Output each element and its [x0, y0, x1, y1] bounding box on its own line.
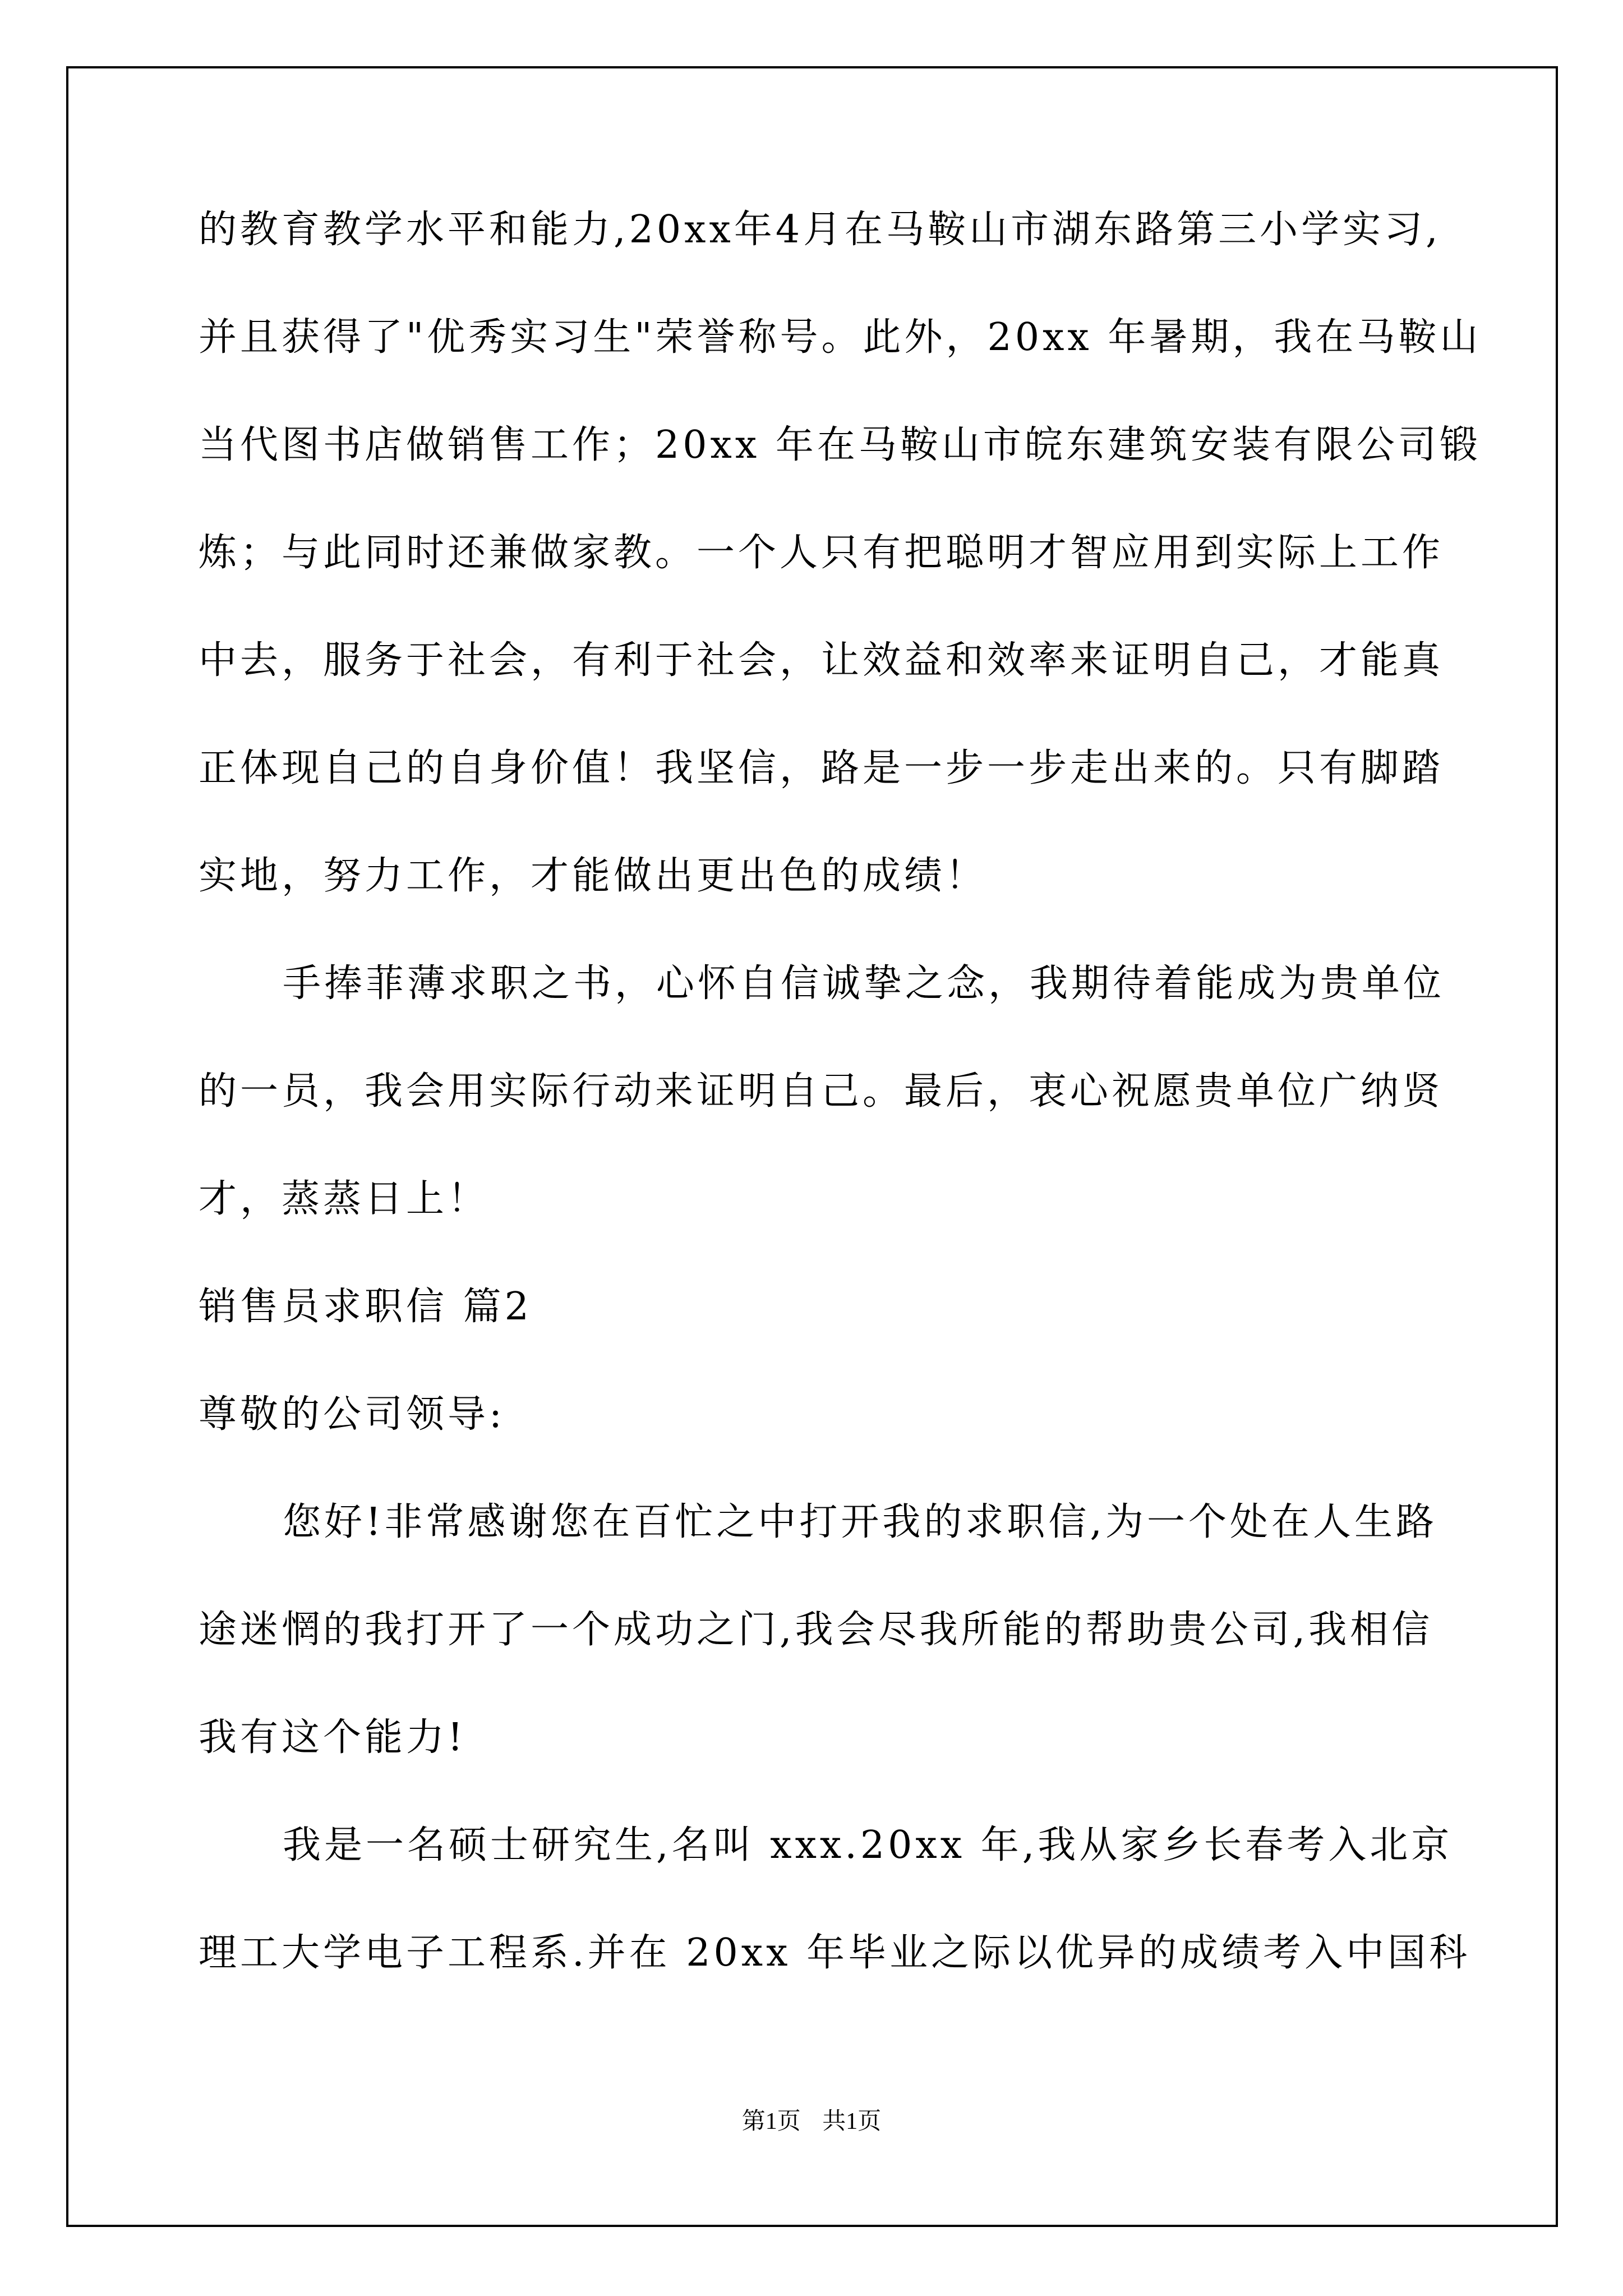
text-line: 正体现自己的自身价值！我坚信，路是一步一步走出来的。只有脚踏 — [199, 746, 1444, 790]
page-border — [66, 66, 1558, 2227]
text-line: 的教育教学水平和能力,20xx年4月在马鞍山市湖东路第三小学实习, — [199, 208, 1441, 252]
text-line: 的一员，我会用实际行动来证明自己。最后，衷心祝愿贵单位广纳贤 — [199, 1069, 1444, 1114]
section-heading: 销售员求职信 篇2 — [199, 1285, 532, 1329]
text-line: 手捧菲薄求职之书，心怀自信诚挚之念，我期待着能成为贵单位 — [283, 961, 1445, 1006]
text-line: 我是一名硕士研究生,名叫 xxx.20xx 年,我从家乡长春考入北京 — [283, 1823, 1453, 1867]
text-line: 您好!非常感谢您在百忙之中打开我的求职信,为一个处在人生路 — [283, 1500, 1437, 1544]
text-line: 我有这个能力! — [199, 1715, 467, 1760]
text-line: 实地，努力工作，才能做出更出色的成绩！ — [199, 854, 988, 898]
page-footer — [0, 2102, 1623, 2136]
text-line: 途迷惘的我打开了一个成功之门,我会尽我所能的帮助贵公司,我相信 — [199, 1608, 1433, 1652]
text-line: 中去，服务于社会，有利于社会，让效益和效率来证明自己，才能真 — [199, 638, 1444, 683]
text-line: 并且获得了"优秀实习生"荣誉称号。此外，20xx 年暑期，我在马鞍山 — [199, 315, 1482, 360]
salutation: 尊敬的公司领导: — [199, 1392, 505, 1437]
text-line: 炼；与此同时还兼做家教。一个人只有把聪明才智应用到实际上工作 — [199, 531, 1444, 575]
text-line: 当代图书店做销售工作；20xx 年在马鞍山市皖东建筑安装有限公司锻 — [199, 423, 1481, 467]
page-total: 共1页 — [822, 2109, 882, 2134]
page-number: 第1页 — [741, 2109, 801, 2134]
text-line: 才，蒸蒸日上！ — [199, 1177, 490, 1221]
text-line: 理工大学电子工程系.并在 20xx 年毕业之际以优异的成绩考入中国科 — [199, 1931, 1471, 1975]
